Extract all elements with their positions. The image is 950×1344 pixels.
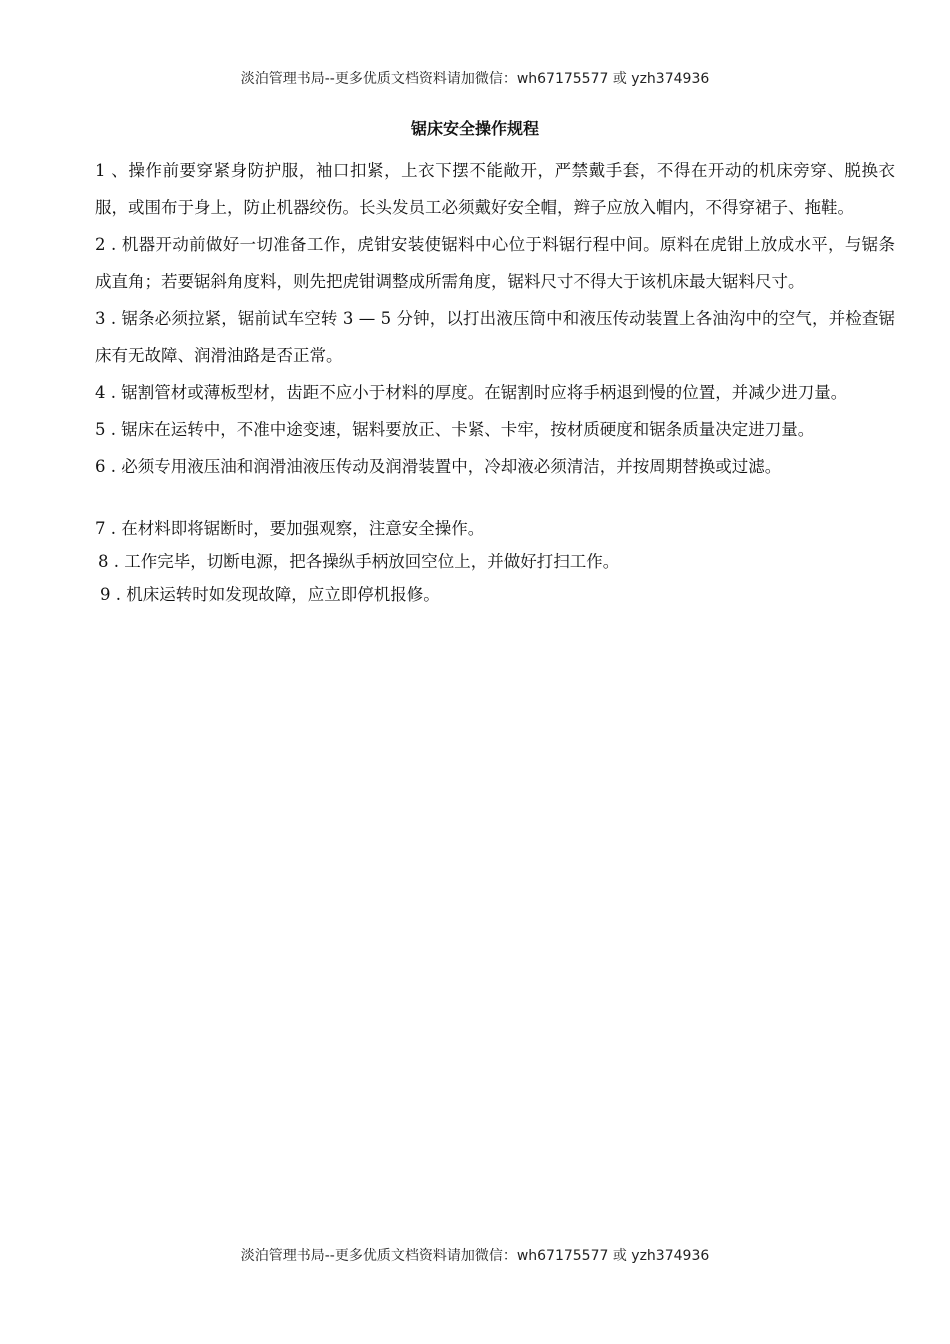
document-body	[95, 152, 895, 611]
rule-item-6: 6 . 必须专用液压油和润滑油液压传动及润滑装置中，冷却液必须清洁，并按周期替换或过滤。	[95, 457, 782, 476]
footer-watermark-note: 淡泊管理书局--更多优质文档资料请加微信：wh67175577 或 yzh374936	[240, 1248, 710, 1264]
rule-item-8: 8 . 工作完毕，切断电源，把各操纵手柄放回空位上，并做好打扫工作。	[98, 552, 620, 571]
rule-item-7: 7 . 在材料即将锯断时，要加强观察，注意安全操作。	[95, 519, 485, 538]
rule-item-5: 5 . 锯床在运转中，不准中途变速，锯料要放正、卡紧、卡牢，按材质硬度和锯条质量决定进刀量。	[95, 420, 815, 439]
header-watermark-note: 淡泊管理书局--更多优质文档资料请加微信：wh67175577 或 yzh374936	[240, 71, 710, 87]
rule-item-3: 3 . 锯条必须拉紧，锯前试车空转 3 — 5 分钟，以打出液压筒中和液压传动装置上各油沟中的空气，并检查锯床有无故障、润滑油路是否正常。	[95, 309, 895, 365]
rule-item-9: 9 . 机床运转时如发现故障，应立即停机报修。	[100, 585, 440, 604]
rule-item-1: 1 、操作前要穿紧身防护服，袖口扣紧，上衣下摆不能敞开，严禁戴手套，不得在开动的机床旁穿、脱换衣服，或围布于身上，防止机器绞伤。长头发员工必须戴好安全帽，辫子应放入帽内，不得穿裙子、拖鞋。	[95, 161, 895, 217]
document-title: 锯床安全操作规程	[410, 119, 539, 138]
rule-item-4: 4 . 锯割管材或薄板型材，齿距不应小于材料的厚度。在锯割时应将手柄退到慢的位置，并减少进刀量。	[95, 383, 848, 402]
rule-item-2: 2 . 机器开动前做好一切准备工作，虎钳安装使锯料中心位于料锯行程中间。原料在虎钳上放成水平，与锯条成直角；若要锯斜角度料，则先把虎钳调整成所需角度，锯料尺寸不得大于该机床最大锯料尺寸。	[95, 235, 895, 291]
